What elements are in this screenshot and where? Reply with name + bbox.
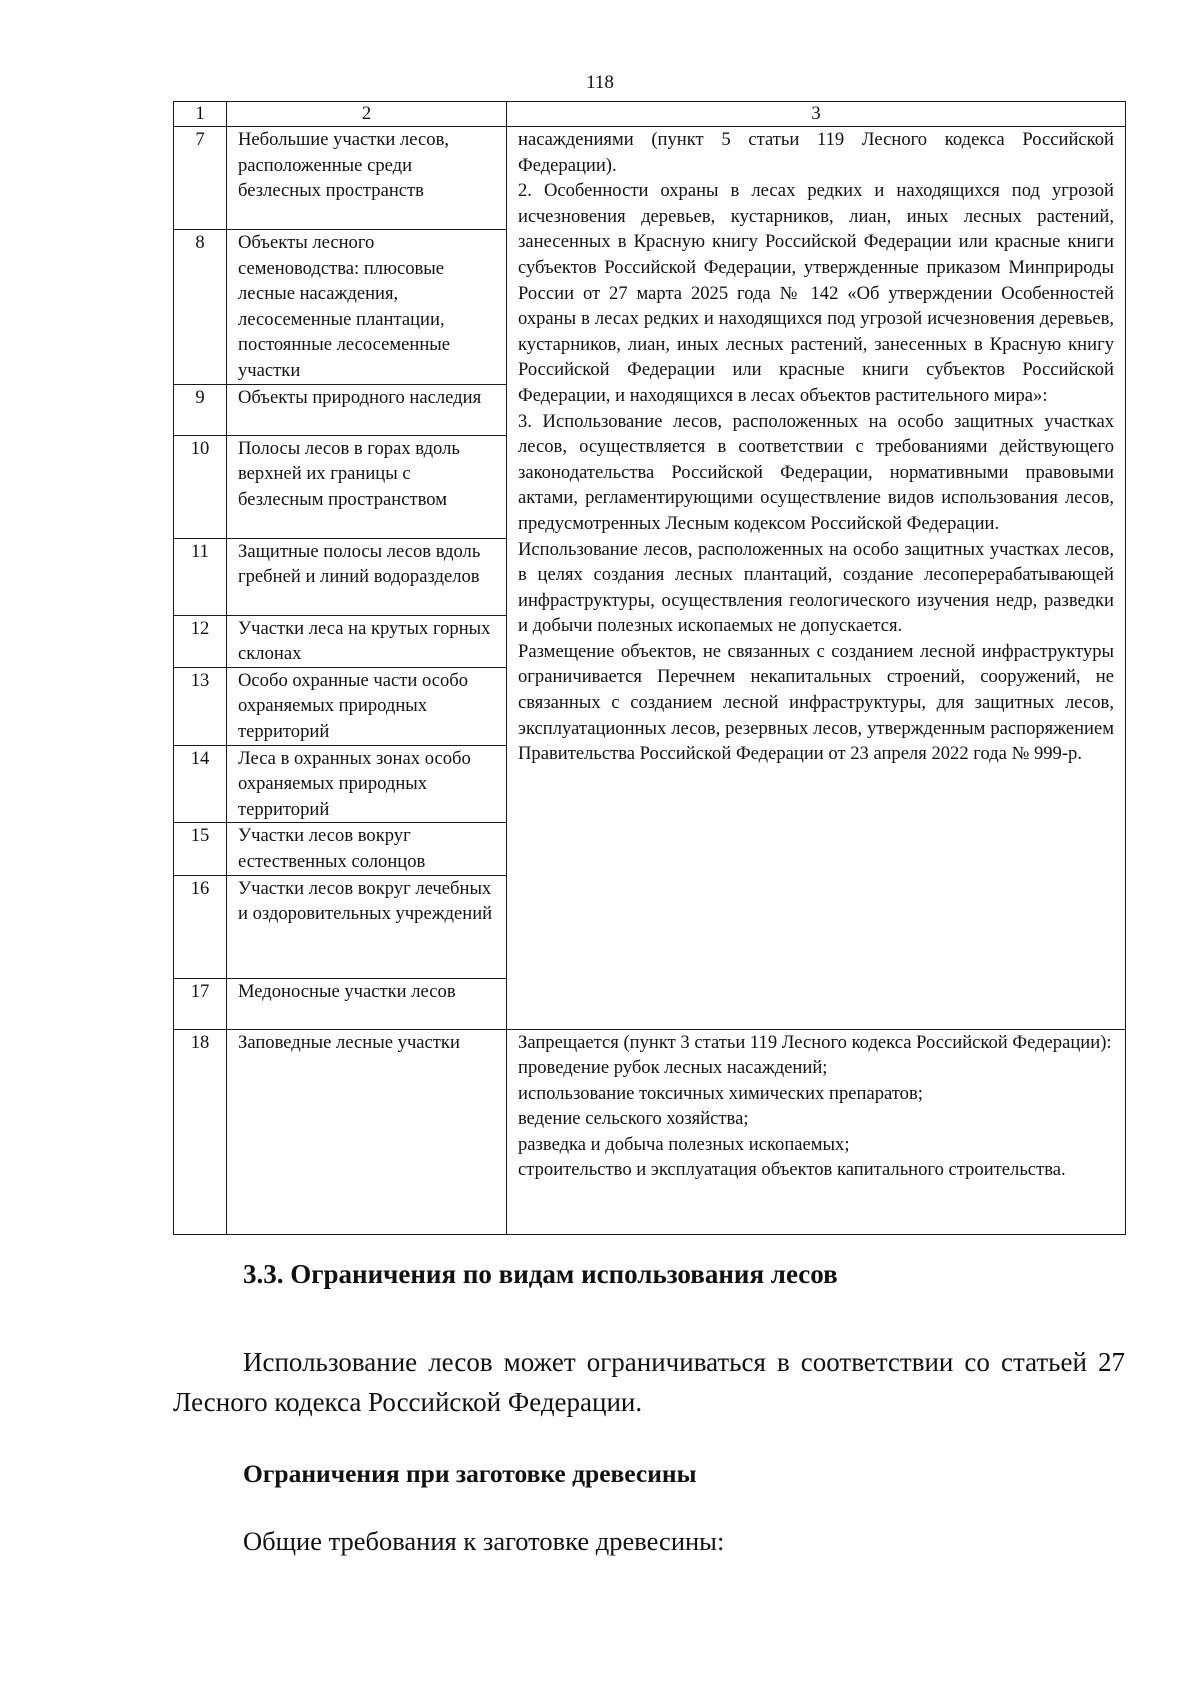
restrictions-table: [173, 101, 1126, 1235]
row-number: 13: [174, 667, 227, 745]
section-paragraph-text: Использование лесов может ограничиваться в соответствии со статьей 27 Лесного кодекса Российской Федерации.: [173, 1347, 1125, 1417]
row-category: Заповедные лесные участки: [227, 1029, 507, 1234]
requirements-paragraph: 3. Использование лесов, расположенных на особо защитных участках лесов, осуществляется в соответствии с требованиями действующего законодательства Российской Федерации, нормативными правовыми актами, регламентирующими осуществление видов использования лесов, предусмотренных Лесным кодексом Российской Федерации.: [518, 410, 1114, 534]
row-category: Объекты природного наследия: [227, 384, 507, 435]
requirements-paragraph: Использование лесов, расположенных на особо защитных участках лесов, в целях создания лесных плантаций, создание лесоперерабатывающей инфраструктуры, осуществления геологического изучения недр, разведки и добычи полезных ископаемых не допускается.: [518, 538, 1114, 637]
prohibition-line: Запрещается (пункт 3 статьи 119 Лесного кодекса Российской Федерации):: [518, 1031, 1112, 1053]
prohibition-line: разведка и добыча полезных ископаемых;: [518, 1133, 850, 1155]
row-number: 11: [174, 538, 227, 615]
requirements-paragraph: 2. Особенности охраны в лесах редких и находящихся под угрозой исчезновения деревьев, кустарников, лиан, иных лесных растений, занесенных в Красную книгу Российской Федерации или красные книги субъектов Российской Федерации, утвержденные приказом Минприроды России от 27 марта 2025 года № 142 «Об утверждении Особенностей охраны в лесах редких и находящихся под угрозой исчезновения деревьев, кустарников, лиан, иных лесных растений, занесенных в Красную книгу Российской Федерации или красные книги субъектов Российской Федерации, и находящихся в лесах объектов растительного мира»:: [518, 180, 1114, 406]
header-cell-3: 3: [507, 102, 1126, 127]
row-number: 14: [174, 745, 227, 823]
row-number: 17: [174, 978, 227, 1029]
header-cell-1: 1: [174, 102, 227, 127]
subsection-title: Ограничения при заготовке древесины: [243, 1459, 697, 1488]
page-number: 118: [586, 72, 614, 93]
requirements-paragraph: насаждениями (пункт 5 статьи 119 Лесного кодекса Российской Федерации).: [518, 129, 1114, 176]
table-row: [174, 1029, 1126, 1234]
table-header-row: [174, 102, 1126, 127]
merged-requirements-cell: [507, 127, 1126, 1030]
header-cell-2: 2: [227, 102, 507, 127]
row-category: Участки лесов вокруг естественных солонцов: [227, 823, 507, 875]
prohibition-line: использование токсичных химических препаратов;: [518, 1082, 923, 1104]
table-row: [174, 127, 1126, 230]
row-category: Особо охранные части особо охраняемых природных территорий: [227, 667, 507, 745]
row-number: 10: [174, 435, 227, 538]
row-category: Медоносные участки лесов: [227, 978, 507, 1029]
requirements-paragraph: Размещение объектов, не связанных с созданием лесной инфраструктуры ограничивается Перечнем некапитальных строений, сооружений, не связанных с созданием лесной инфраструктуры, для защитных лесов, эксплуатационных лесов, резервных лесов, утвержденным распоряжением Правительства Российской Федерации от 23 апреля 2022 года № 999-р.: [518, 640, 1114, 765]
row-number: 12: [174, 615, 227, 667]
row-number: 7: [174, 127, 227, 230]
section-title: 3.3. Ограничения по видам использования лесов: [243, 1259, 838, 1289]
row-category: Участки леса на крутых горных склонах: [227, 615, 507, 667]
prohibition-line: проведение рубок лесных насаждений;: [518, 1057, 828, 1079]
row-category: Небольшие участки лесов, расположенные среди безлесных пространств: [227, 127, 507, 230]
row-number: 16: [174, 875, 227, 978]
row-number: 8: [174, 230, 227, 385]
row-category: Участки лесов вокруг лечебных и оздоровительных учреждений: [227, 875, 507, 978]
prohibitions-cell: [507, 1029, 1126, 1234]
row-category: Полосы лесов в горах вдоль верхней их границы с безлесным пространством: [227, 435, 507, 538]
row-category: Объекты лесного семеноводства: плюсовые лесные насаждения, лесосеменные плантации, постоянные лесосеменные участки: [227, 230, 507, 385]
prohibition-line: строительство и эксплуатация объектов капитального строительства.: [518, 1159, 1066, 1181]
row-number: 9: [174, 384, 227, 435]
general-requirements-text: Общие требования к заготовке древесины:: [243, 1526, 725, 1556]
row-number: 18: [174, 1029, 227, 1234]
prohibition-line: ведение сельского хозяйства;: [518, 1108, 749, 1130]
row-number: 15: [174, 823, 227, 875]
row-category: Защитные полосы лесов вдоль гребней и линий водоразделов: [227, 538, 507, 615]
row-category: Леса в охранных зонах особо охраняемых природных территорий: [227, 745, 507, 823]
section-paragraph: [173, 1342, 1125, 1422]
